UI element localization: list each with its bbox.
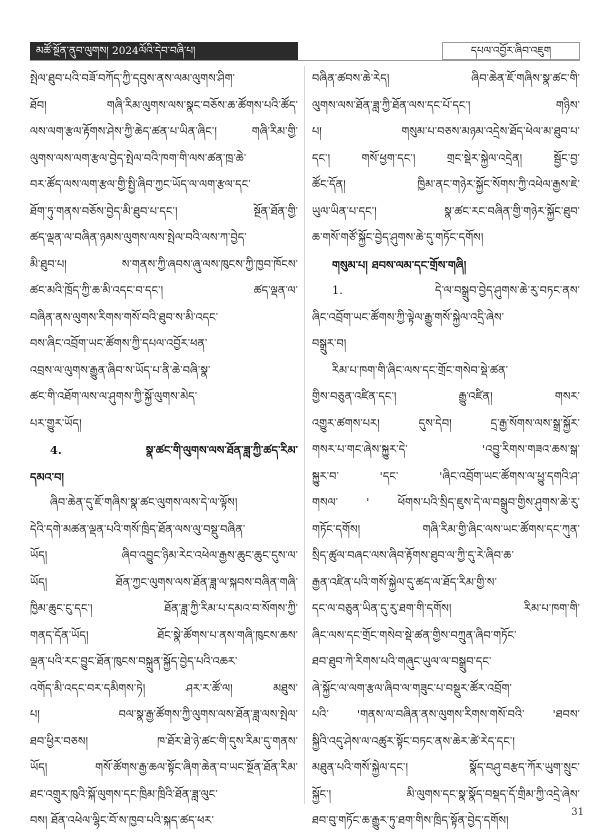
text-line: གཏོང་དགོས། གཞི་རིམ་གྱི་ཞིང་ལས་ཡང་ཚོགས་དང་ཀུན་ (312, 522, 580, 536)
text-line: དང་། གསོ་ཕྱག་དང་། གྲང་སྡེར་སྐྱེལ་འདྲེན། སྦྱོང་བྱ་ (312, 151, 580, 165)
text-line: སྐྱུར་བ་ 'དང་ 'ཞིང་འབྲོག་ཡང་ཚོགས་ལ་ཕྱུ་དགའི་ཤ་ (312, 469, 580, 483)
text-line: བཞིན་ནས་ལུགས་རིགས་གསོ་བའི་ཐུབ་ས་མི་འདང་ (30, 310, 219, 324)
text-line: ཆ་གསོ་གཙོ་སྐྱོང་བྱེད་ཤུགས་ཆེ་དུ་གཏོང་དགོས། (312, 231, 484, 244)
text-line: པ། གསུམ་པ་བཅས་མཉམ་འདྲེས་ཐོད་ཕེལ་མ་ཐུབ་པ་ (312, 125, 580, 138)
text-line: གྱིས་བཅུན་འཛིན་དང་། རྒྱུ་འཛིན། གསར་ (312, 390, 580, 403)
section-heading (30, 437, 298, 490)
text-line: ཚོང་དོན། ཁྱིམ་ནང་གཉེར་སྐྱོང་སོགས་ཀྱི་འཕེལ་རྒྱས་ཇེ་ (312, 178, 580, 191)
paragraph (30, 66, 298, 437)
paragraph (312, 358, 580, 835)
paragraph (312, 278, 580, 358)
text-line: སྐྱོང་། མི་ལུགས་དང་སྣ་སྣོད་བསྡད་དོ་གྲིམ་ཀྱི་འདྲེ་ཞེས་ (312, 787, 580, 801)
text-line: གསུམ་པ། ཐབས་ལམ་དང་གྲོས་གཞི། (332, 257, 467, 272)
page-number: 31 (571, 807, 584, 818)
text-line: བས། ཐོན་འཕེལ་ལྷིང་བོ་ས་ཁྱབ་པའི་སྐད་ཚད་ཕར་ (30, 814, 214, 827)
text-line: ཐོབ། གཞི་རིམ་ལུགས་ལས་སྣང་བཅོས་ཆ་ཚོགས་པའི་ཚོད་ (30, 98, 298, 112)
text-line: འགྱུར་ཚགས་པར། དུས་དེབ། དྲ་རྒྱ་སོགས་ལས་སྒྲ་སྐྱོར་ (312, 416, 580, 430)
text-line: གནད་དོན་ཡོད། ཐོང་སྣེ་ཚོགས་པ་ནས་གཞི་ཁུངས་ཆས་ (30, 628, 298, 642)
text-line: ཡོད། གསོ་ཚོགས་རྒྱ་ཆལ་སྟོང་ཞིག་ཆེན་བ་ཡང་སྔོན་ཐོན་རིམ་ (30, 761, 298, 774)
text-line: གསལ་ ' ཕོགས་པའི་སྲིད་ཇུས་དེ་ལ་བསྒྲུབ་གྱིས་ཤུགས་ཆེ་རུ་ (312, 496, 580, 509)
text-line: རིམ་པ་ཁག་གི་ཞིང་ལས་དང་གྲོང་གསེབ་སྡེ་ཚན་ (332, 363, 509, 377)
text-line: པ། བལ་སྣ་རྒྱ་ཚོགས་ཀྱི་ལུགས་ལས་ཐོན་ཟླ་ལས་སྤེལ་ (30, 708, 298, 721)
text-line: ཞེ་སྐྱོང་ལ་ལག་རྩལ་ཞིབ་ལ་གཟུང་པ་བསྡུར་ཚོར་འབྲོག་ (312, 681, 512, 695)
text-line: ཡོད། ཐོན་ཀྱང་ལུགས་ལས་ཐོན་ཟླ་ལ་སྐབས་བཞིན་གཞི་ (30, 575, 298, 589)
text-line: 4. སྣ་ཚང་གི་ལུགས་ལས་ཐོན་ཟླ་ཀྱི་ཚད་རིམ་ (50, 443, 298, 457)
text-line: ཡོད། ཞིབ་འབྱུང་ཉིམ་རེང་འཕེལ་རྒྱས་ཆུང་ཆུང་དུས་ལ་ (30, 549, 298, 562)
text-line: ཡུལ་ཡིན་པ་དང་། སྣ་ཚང་རང་བཞིན་གྱི་གཉེར་སྐྱོང་ཐུབ་ (312, 204, 580, 218)
text-line: ཐང་འགྲུར་ཁུའི་སྐོ་ལུགས་དང་ཁྲིམ་ཁྲིའི་ཐོན་ཟླ་ལུང་ (30, 787, 218, 801)
text-line: རྒྱན་འཛིན་པའི་གསོ་སྐྱེལ་དུ་ཚད་ལ་ཐོད་རིམ་གྱི་ས་ (312, 575, 497, 589)
text-line: མཐུན་པའི་གསོ་སྐྱེལ་དང་། སྣོད་བཤུ་བརྩད་ཀོར་ཡུག་སྲུང་ (312, 761, 580, 774)
text-line: ལུགས་ལས་ལག་རྩལ་བྱེད་སྤེལ་བའི་ཁག་གི་ལས་ཚན་ཁྲ་ཆེ་ (30, 151, 247, 165)
column-divider (304, 66, 305, 804)
text-line: སྤེལ་ཐུབ་པའི་བཟོ་བཀོད་ཀྱི་དབུས་ནས་ལམ་ལུགས་ཤིག་ (30, 72, 235, 85)
text-line: མི་ཐུབ་པ། ས་གནས་ཀྱི་ཞབས་ཞུ་ལས་ཁུངས་ཀྱི་ཁྱབ་ཁོངས་ (30, 257, 298, 271)
text-line: ཚང་གི་འཐོག་ལས་ལ་ཤུགས་ཀྱི་སྐྱོ་ལུགས་མེད་ (30, 390, 198, 403)
text-line: ཚང་མའི་ཁྲོད་ཀྱི་ཆ་མི་འདང་བ་དང་། ཚད་ལྡན་ལ་ (30, 284, 298, 297)
text-line: ཚད་ལྡན་ལ་བཞིན་ཉམས་ལུགས་ལས་སྤེལ་བའི་ལས་ཀ་བྱེད་ (30, 231, 247, 244)
text-line: སྲིད་ཚུལ་བཞང་ལས་ཞིབ་རྟོགས་ཐུབ་ལ་ཀྱི་དུ་རེ་ཞིབ་ཆ་ (312, 549, 514, 562)
text-line: པའི་ 'གནས་ལ་བཞིན་ནས་ལུགས་རིགས་གསོ་བའི་ 'ཐབས་ (312, 708, 580, 721)
journal-title-banner: མཚོ་སྔོན་ནུབ་ལུགས། 2024ལོའི་དེབ་བཞི་པ། (30, 42, 298, 60)
text-line: ཐོག་ཏུ་གནས་བཅོས་བྱེད་མི་ཐུབ་པ་དང་། སྔོན་ཐོན་གྱི་ (30, 204, 298, 218)
text-line: ཞིང་འབྲོག་ཡང་ཚོགས་ཀྱི་ལྟེལ་རྒྱུ་གསོ་སྐྱེལ་འདྲི་ཞེས་ (312, 310, 505, 324)
section-title-box: དཔལ་འབྱོར་ཞིབ་འཇུག (442, 42, 580, 60)
text-line: ཐབ་ཐུབ་ཀེ་རིགས་པའི་གཞུང་ཡུལ་ལ་བསྒྲུབ་དང་ (312, 655, 492, 668)
text-line: འགོད་མི་འདང་བར་དམིགས་ཏེ། ཤར་ར་ཚོ་ལ། མཐུས་ (30, 681, 298, 695)
text-line: གསར་པ་གང་ཞེས་སྐྱུར་དེ་ 'འབྱུ་རིགས་གཟའ་ཆས་སྒ་ (312, 443, 580, 456)
text-line: 1. དེ་ལ་བསྒྲུབ་བྱེད་ཤུགས་ཆེ་རུ་བཏང་ནས་ (332, 284, 580, 297)
text-line: འབྲས་ལ་ལུགས་རྒྱུན་ཞིབ་ས་ཡོད་པ་ནི་ཆེ་བཞི་སྣ་ (30, 363, 211, 377)
text-line: ཐབ་ཕྱིར་བཅས། ཁ་ཐོར་ཐེ་ཉེ་ཚང་གི་དུས་རིམ་དུ་གནས་ (30, 734, 298, 748)
text-line: ལུགས་ལས་ཐོན་ཟླ་ཀྱི་ཐོན་ལས་དང་པོ་དང་། གཉིས་ (312, 98, 580, 112)
text-line: ཞིབ་ཆེན་དུ་ཇོ་གཞིས་སྣ་ཚང་ལུགས་ལས་དེ་ལ་ལྟོས། (50, 496, 238, 509)
text-line: བཞིན་ཚབས་ཆེ་རེད། ཞིབ་ཆེན་ཇོ་གཞིས་སྣ་ཚང་གི་ (312, 72, 580, 85)
text-line: ཁྱིམ་ཆུང་ངུ་དང་། ཐོན་ཟླ་ཀྱི་རིམ་པ་དམའ་བ་སོགས་ཀྱི་ (30, 602, 298, 615)
header-rule (30, 60, 580, 61)
paragraph (312, 66, 580, 252)
right-text-column (312, 66, 580, 835)
text-line: དམའ་བ། (30, 469, 64, 484)
text-line: ལྡན་པའི་རང་བྱུང་ཐོན་ཁུངས་བསྐྲུན་སྐྱོད་བྱེད་པའི་འཆར་ (30, 655, 238, 668)
text-line: ཞིང་ལས་དང་གྲོང་གསེབ་སྡེ་ཚན་གྱིས་བཀྲུན་ཞིབ་གཏོང་ (312, 628, 517, 642)
text-line: བས་ཞིང་འབྲོག་ཡང་ཚོགས་ཀྱི་དཔལ་འབྱོར་ཕན་ (30, 337, 208, 350)
text-line: སྐྱིའི་འདུ་ཤེས་ལ་འཚུར་སྟོང་བཏང་ནས་ཆེར་ཚེ་རེད་དང་། (312, 734, 515, 748)
text-line: ཐབ་བུ་གཏོང་ཆ་རྒྱུར་ཏུ་ཐག་གིས་ཁྲིད་སྟོན་བྱེད་དགོས། (312, 814, 509, 827)
left-text-column (30, 66, 298, 835)
text-line: དང་ལ་བཅུན་ཡིན་དུ་རུ་ཐག་གི་དགོས། རིམ་པ་ཁག་གི་ (312, 602, 580, 615)
text-line: བསྒྲུར་བ། (312, 337, 347, 350)
text-line: ལས་ལག་རྩལ་རྟོགས་ཤེས་ཀྱི་ཆེད་ཚན་པ་ཡིན་ཞིང་། གཞི་རིམ་གྱི་ (30, 125, 298, 138)
paragraph (30, 490, 298, 835)
text-line: པར་གྱུར་ཡོད། (30, 416, 82, 430)
text-line: དེའི་དགེ་མཚན་ལྡན་པའི་གསོ་ཁྲིད་ཐོན་ལས་ལུ་བསྡུ་བཞིན་ (30, 522, 246, 536)
section-heading (312, 252, 580, 279)
text-line: བར་ཚོད་ལས་ལག་རྩལ་གྱི་སྤྱི་ཞིབ་ཀྱང་ཡོད་ལ་ལག་རྩལ་དང་ (30, 178, 251, 191)
